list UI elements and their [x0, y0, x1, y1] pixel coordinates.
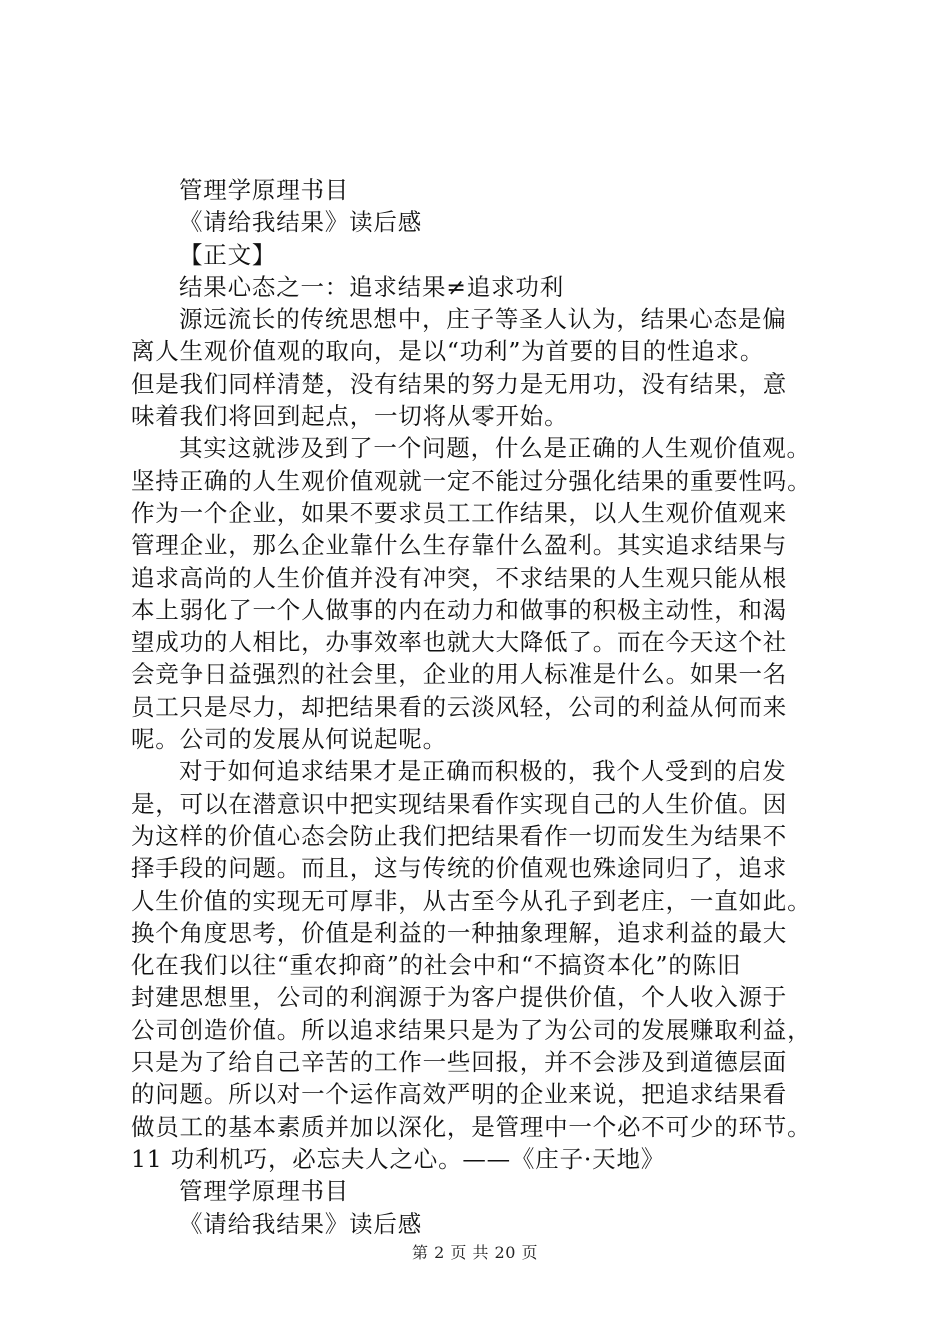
section-heading: 结果心态之一：追求结果≠追求功利: [179, 272, 564, 301]
paragraph-line: 味着我们将回到起点，一切将从零开始。: [131, 402, 569, 431]
paragraph-line: 换个角度思考，价值是利益的一种抽象理解，追求利益的最大: [131, 918, 788, 947]
paragraph-line: 员工只是尽力，却把结果看的云淡风轻，公司的利益从何而来: [131, 692, 788, 721]
paragraph-line: 坚持正确的人生观价值观就一定不能过分强化结果的重要性吗。: [131, 466, 812, 495]
paragraph-line: 源远流长的传统思想中，庄子等圣人认为，结果心态是偏: [179, 305, 787, 334]
paragraph-line: 作为一个企业，如果不要求员工工作结果，以人生观价值观来: [131, 498, 788, 527]
paragraph-2: [131, 432, 841, 755]
document-header-title: 管理学原理书目: [179, 176, 350, 204]
section-label: 【正文】: [179, 240, 277, 269]
paragraph-line: 择手段的问题。而且，这与传统的价值观也殊途同归了，追求: [131, 854, 788, 883]
paragraph-line: 望成功的人相比，办事效率也就大大降低了。而在今天这个社: [131, 628, 788, 657]
paragraph-line: 为这样的价值心态会防止我们把结果看作一切而发生为结果不: [131, 821, 788, 850]
paragraph-line: 离人生观价值观的取向，是以“功利”为首要的目的性追求。: [131, 337, 765, 366]
paragraph-line: 做员工的基本素质并加以深化，是管理中一个必不可少的环节。: [131, 1112, 812, 1141]
paragraph-line: 呢。公司的发展从何说起呢。: [131, 725, 447, 754]
paragraph-line: 对于如何追求结果才是正确而积极的，我个人受到的启发: [179, 757, 787, 786]
repeat-header-title: 管理学原理书目: [179, 1177, 350, 1206]
paragraph-line: 化在我们以往“重农抑商”的社会中和“不搞资本化”的陈旧: [131, 951, 742, 980]
document-body: [131, 174, 841, 1240]
page-number-footer: 第 2 页 共 20 页: [412, 1243, 538, 1262]
paragraph-line: 追求高尚的人生价值并没有冲突，不求结果的人生观只能从根: [131, 563, 788, 592]
paragraph-line: 会竞争日益强烈的社会里，企业的用人标准是什么。如果一名: [131, 660, 788, 689]
paragraph-line: 人生价值的实现无可厚非，从古至今从孔子到老庄，一直如此。: [131, 886, 812, 915]
paragraph-line: 管理企业，那么企业靠什么生存靠什么盈利。其实追求结果与: [131, 531, 788, 560]
paragraph-line: 只是为了给自己辛苦的工作一些回报，并不会涉及到道德层面: [131, 1048, 788, 1077]
quote-line: 11 功利机巧，必忘夫人之心。——《庄子·天地》: [131, 1144, 666, 1173]
paragraph-line: 但是我们同样清楚，没有结果的努力是无用功，没有结果，意: [131, 369, 788, 398]
paragraph-line: 其实这就涉及到了一个问题，什么是正确的人生观价值观。: [179, 434, 811, 463]
paragraph-line: 是，可以在潜意识中把实现结果看作实现自己的人生价值。因: [131, 789, 788, 818]
paragraph-1: [131, 303, 841, 432]
paragraph-3: [131, 755, 841, 1143]
paragraph-line: 的问题。所以对一个运作高效严明的企业来说，把追求结果看: [131, 1080, 788, 1109]
paragraph-line: 本上弱化了一个人做事的内在动力和做事的积极主动性，和渴: [131, 595, 788, 624]
paragraph-line: 公司创造价值。所以追求结果只是为了为公司的发展赚取利益，: [131, 1015, 812, 1044]
document-subtitle: 《请给我结果》读后感: [179, 208, 422, 237]
repeat-subtitle: 《请给我结果》读后感: [179, 1209, 422, 1238]
paragraph-line: 封建思想里，公司的利润源于为客户提供价值，个人收入源于: [131, 983, 788, 1012]
